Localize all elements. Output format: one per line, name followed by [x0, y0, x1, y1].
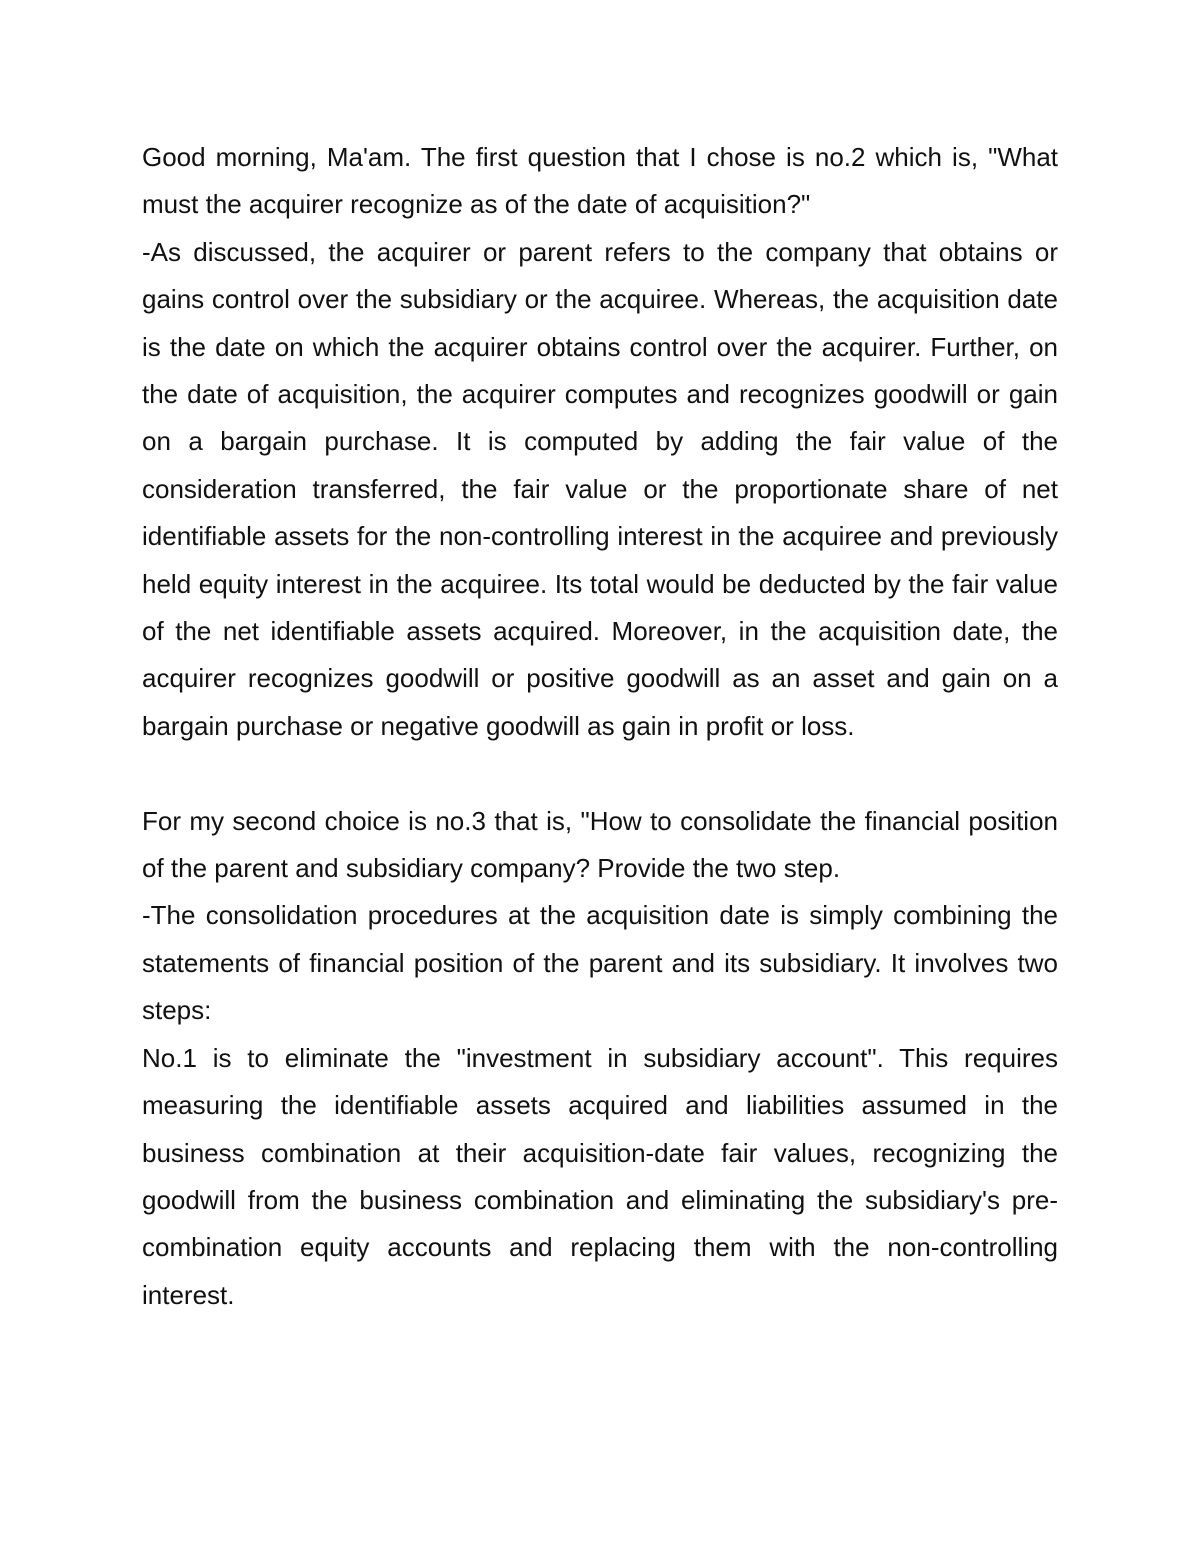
paragraph-step-1: No.1 is to eliminate the "investment in subsidiary account". This requires measuring the identifiable assets acquired and liabilities assumed in the business combination at their acquisition-date fair values, recognizing the goodwill from the business combination and eliminating the subsidiary's pre-combination equity accounts and replacing them with the non-controlling interest.	[142, 1042, 1058, 1310]
paragraph-answer-2: -The consolidation procedures at the acquisition date is simply combining the statements of financial position of the parent and its subsidiary. It involves two steps:	[142, 900, 1058, 1026]
paragraph-question-2: For my second choice is no.3 that is, "How to consolidate the financial position of the parent and subsidiary company? Provide the two step.	[142, 805, 1058, 884]
document-body	[142, 134, 1058, 1319]
paragraph-spacer	[142, 750, 1058, 797]
paragraph-answer-1: -As discussed, the acquirer or parent refers to the company that obtains or gains control over the subsidiary or the acquiree. Whereas, the acquisition date is the date on which the acquirer obtains control over the acquirer. Further, on the date of acquisition, the acquirer computes and recognizes goodwill or gain on a bargain purchase. It is computed by adding the fair value of the consideration transferred, the fair value or the proportionate share of net identifiable assets for the non-controlling interest in the acquiree and previously held equity interest in the acquiree. Its total would be deducted by the fair value of the net identifiable assets acquired. Moreover, in the acquisition date, the acquirer recognizes goodwill or positive goodwill as an asset and gain on a bargain purchase or negative goodwill as gain in profit or loss.	[142, 236, 1058, 741]
paragraph-greeting-question-1: Good morning, Ma'am. The first question that I chose is no.2 which is, "What must the acquirer recognize as of the date of acquisition?"	[142, 142, 1058, 220]
